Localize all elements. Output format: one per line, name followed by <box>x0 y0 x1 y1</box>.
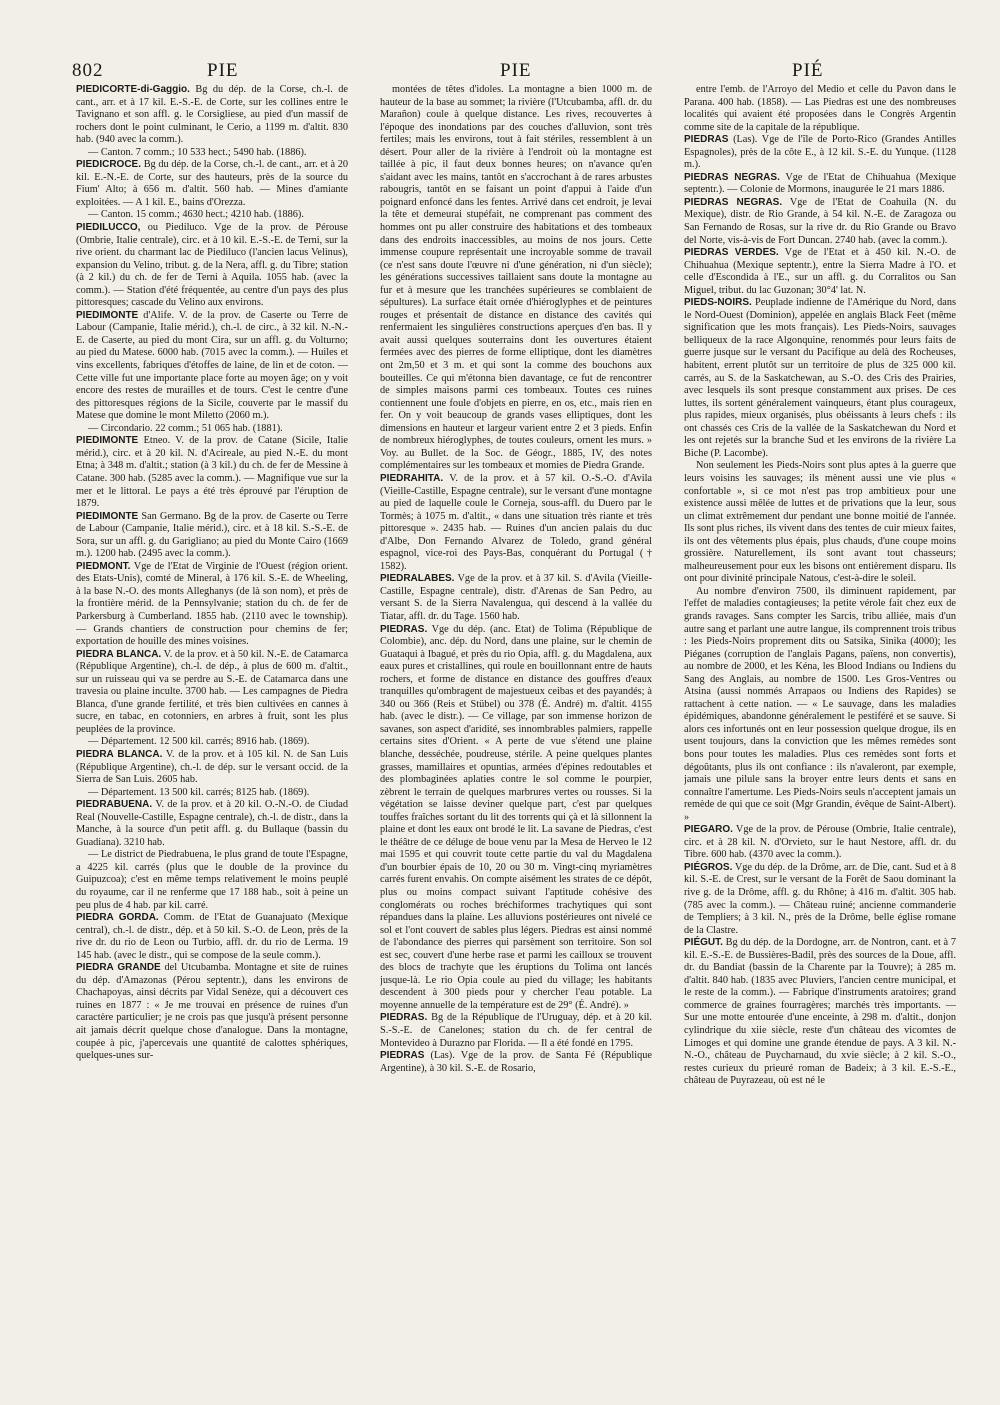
entry-headword: PIEDRA BLANCA. <box>76 648 162 660</box>
entry-continuation <box>76 736 348 749</box>
dictionary-entry <box>76 84 348 147</box>
text-columns <box>76 84 956 1384</box>
entry-text: entre l'emb. de l'Arroyo del Medio et celle du Pavon dans le Parana. 400 hab. (1858). — Las Piedras est une des nombreuses localités qui avaient été proposées dans le Congrès Argentin comme site de la capitale de la république. <box>684 84 956 133</box>
entry-text: Bg du dép. de la Dordogne, arr. de Nontron, cant. et à 7 kil. E.-S.-E. de Bussières-Badil, près des sources de la Doue, affl. dr. du Bandiat (bassin de la Charente par la Touvre); à 285 m. d'altit. 840 hab. (1835 avec Pluviers, l'ancien centre municipal, et le reste de la comm.). — Fabrique d'instruments aratoires; grand commerce de graines fourragères; marchés très importants. — Sur une motte entourée d'une enceinte, à 298 m. d'altit., donjon cylindrique du xiie siècle, reste d'un château des vicomtes de Limoges et qui domine une grande étendue de pays. A 3 kil. N.-N.-O., château de Puycharnaud, du xvie siècle; à 2 kil. S.-O., restes curieux du prieuré roman de Badeix; à 3 kil. E.-S.-E., château de Puyrazeau, où est né le <box>684 937 956 1087</box>
entry-text: Vge de la prov. de Pérouse (Ombrie, Italie centrale), circ. et à 28 kil. N. d'Orvieto, sur le haut Nestore, affl. dr. du Tibre. 600 hab. (4370 avec la comm.). <box>684 824 956 861</box>
entry-continuation <box>76 147 348 160</box>
entry-headword: PIEDRAS. <box>380 1012 428 1024</box>
dictionary-entry <box>380 573 652 623</box>
entry-text: — Canton. 7 comm.; 10 533 hect.; 5490 hab. (1886). <box>88 146 307 158</box>
entry-continuation <box>684 460 956 585</box>
dictionary-entry <box>684 297 956 460</box>
running-head-center: PIE <box>500 60 532 81</box>
dictionary-entry <box>76 159 348 209</box>
entry-text: V. de la prov. et à 50 kil. N.-E. de Catamarca (République Argentine), ch.-l. de dép., à plus de 600 m. d'altit., sur un ruisseau qui va se perdre au S.-E. de Catamarca dans une travesia ou plaine inculte. 3700 hab. — Les campagnes de Piedra Blanca, d'une grande fertilité, et très bien cultivées en cannes à sucre, en tabac, en cotonniers, en arbres à fruit, sont les plus peuplées de la province. <box>76 648 348 735</box>
dictionary-entry <box>684 937 956 1088</box>
entry-continuation <box>76 787 348 800</box>
dictionary-entry <box>684 172 956 197</box>
entry-text: — Canton. 15 comm.; 4630 hect.; 4210 hab. (1886). <box>88 209 304 221</box>
entry-continuation <box>76 209 348 222</box>
entry-headword: PIEDRAS VERDES. <box>684 247 779 259</box>
entry-text: Non seulement les Pieds-Noirs sont plus aptes à la guerre que leurs voisins les sauvages; ils mènent aussi une vie plus « confortable », si ce mot n'est pas trop ambitieux pour une existence aussi mêlée de luttes et de privations que la leur, sous un climat extrêmement dur pendant une bonne moitié de l'année. Ils sont plus riches, ils vivent dans des tentes de cuir mieux faites, ils ont des vêtements plus épais, plus chauds, d'une coupe moins grossière. Naturellement, ils sont avant tout chasseurs; malheureusement pour eux les bisons ont entièrement disparu. Ils ont pour divinité principale Natous, c'est-à-dire le soleil. <box>684 460 956 585</box>
entry-headword: PIEDRABUENA. <box>76 799 153 811</box>
dictionary-entry <box>684 134 956 172</box>
entry-text: Bg du dép. de la Corse, ch.-l. de cant., arr. et à 20 kil. E.-N.-E. de Corte, sur des hauteurs, près de la source du Fium' Alto; à 656 m. d'altit. 560 hab. — Mines d'amiante exploitées. — A 1 kil. E., bains d'Orezza. <box>76 159 348 208</box>
entry-headword: PIEDIMONTE <box>76 510 139 522</box>
entry-headword: PIEDRA BLANCA. <box>76 748 163 760</box>
entry-text: d'Alife. V. de la prov. de Caserte ou Terre de Labour (Campanie, Italie mérid.), ch.-l. de circ., à 32 kil. N.-N.-E. de Caserte, au pied du mont Cira, sur un affl. g. du Volturno; au pied du Matese. 6000 hab. (7015 avec la comm.). — Huiles et vins excellents, fabriques d'étoffes de laine, de lin et de coton. — Cette ville fut une importante place forte au moyen âge; on y voit encore des restes de murailles et de tours. C'est le centre d'une des pittoresques régions de la Sicile, couverte par le massif du Matese que domine le mont Miletto (2060 m.). <box>76 309 348 422</box>
entry-text: Vge de l'Etat de Virginie de l'Ouest (région orient. des Etats-Unis), comté de Mineral, à 176 kil. S.-E. de Wheeling, à la base N.-O. des monts Alleghanys (de là son nom), et près de la frontière mérid. de la Pennsylvanie; station du ch. de fer de Parkersburg à Cumberland. 1855 hab. (2110 avec le township). — Grands chantiers de construction pour chemins de fer; exportation de houille des mines voisines. <box>76 560 348 648</box>
entry-headword: PIÉGROS. <box>684 861 733 873</box>
entry-text: — Département. 12 500 kil. carrés; 8916 hab. (1869). <box>88 736 310 748</box>
entry-text: ou Piediluco. Vge de la prov. de Pérouse (Ombrie, Italie centrale), circ. et à 10 kil. E.-S.-E. de Terni, sur la rive orient. du charmant lac de Piediluco (l'ancien lacus Velinus), expansion du Velino, tribut. g. de la Nera, affl. g. du Tibre; station (à 2 kil.) du ch. de fer de Terni à Aquila. 1055 hab. (avec la comm.). — Station d'été fréquentée, au centre d'un pays des plus pittoresques; cascade du Velino aux environs. <box>76 222 348 309</box>
entry-headword: PIEDILUCCO, <box>76 222 141 234</box>
dictionary-entry <box>76 561 348 649</box>
entry-headword: PIEDRAS <box>380 1050 425 1062</box>
entry-text: V. de la prov. et à 105 kil. N. de San Luis (République Argentine), ch.-l. de dép. sur le versant occid. de la Sierra de San Luis. 2605 hab. <box>76 748 348 786</box>
entry-headword: PIEDRA GRANDE <box>76 962 161 974</box>
dictionary-entry <box>684 824 956 862</box>
entry-text: Comm. de l'Etat de Guanajuato (Mexique central), ch.-l. de distr., dép. et à 50 kil. S.-O. de Leon, près de la rive dr. du rio de Leon ou Turbio, affl. dr. du rio de Lerma. 19 145 hab. (avec le distr., qui se compose de la seule comm.). <box>76 912 348 961</box>
entry-headword: PIEDRAS NEGRAS. <box>684 171 780 183</box>
entry-text: Vge de l'Etat de Coahuila (N. du Mexique), distr. de Rio Grande, à 54 kil. N.-E. de Zaragoza ou San Fernando de Rosas, sur la rive dr. du Rio Grande ou Bravo del Norte, vis-à-vis de Fort Duncan. 2740 hab. (avec la comm.). <box>684 196 956 246</box>
entry-continuation <box>76 423 348 436</box>
entry-headword: PIEGARO. <box>684 824 733 836</box>
dictionary-entry <box>380 1050 652 1075</box>
entry-headword: PIEDMONT. <box>76 560 131 572</box>
entry-text: Etneo. V. de la prov. de Catane (Sicile, Italie mérid.), circ. et à 20 kil. N. d'Acireale, au pied N.-E. du mont Etna; à 348 m. d'altit.; station (à 3 kil.) du ch. de fer de Messine à Catane. 300 hab. (5285 avec la comm.). — Magnifique vue sur la mer et le littoral. Le pays a été très éprouvé par l'éruption de 1879. <box>76 435 348 510</box>
entry-text: Bg du dép. de la Corse, ch.-l. de cant., arr. et à 17 kil. E.-S.-E. de Corte, sur les collines entre le Tavignano et son affl. g. le Corsigliese, au pied d'un massif de rochers dont le point culminant, le Cerio, a 1199 m. d'altit. 830 hab. (940 avec la comm.). <box>76 84 348 146</box>
column-1 <box>76 84 348 1384</box>
entry-headword: PIEDS-NOIRS. <box>684 297 752 309</box>
entry-text: San Germano. Bg de la prov. de Caserte ou Terre de Labour (Campanie, Italie mérid.), circ. et à 18 kil. S.-S.-E. de Sora, sur un affl. g. du Garigliano; au pied du Monte Cairo (1669 m.). 1200 hab. (2495 avec la comm.). <box>76 510 348 560</box>
entry-text: Bg de la République de l'Uruguay, dép. et à 20 kil. S.-S.-E. de Canelones; station du ch. de fer central de Montevideo à Durazno par Florida. — Il a été fondé en 1795. <box>380 1012 652 1049</box>
dictionary-entry <box>76 799 348 849</box>
dictionary-entry <box>76 511 348 561</box>
entry-continuation <box>684 586 956 824</box>
entry-text: Vge de l'Etat de Chihuahua (Mexique septentr.). — Colonie de Mormons, inaugurée le 21 mars 1886. <box>684 171 956 196</box>
entry-headword: PIEDRAS <box>684 134 729 146</box>
entry-headword: PIEDRA GORDA. <box>76 912 159 924</box>
entry-headword: PIEDRAS. <box>380 623 428 635</box>
entry-continuation <box>380 84 652 473</box>
entry-text: (Las). Vge de la prov. de Santa Fé (République Argentine), à 30 kil. S.-E. de Rosario, <box>380 1050 652 1074</box>
entry-headword: PIEDICROCE. <box>76 159 142 171</box>
dictionary-entry <box>76 222 348 310</box>
entry-continuation <box>684 84 956 134</box>
dictionary-entry <box>684 862 956 937</box>
entry-headword: PIEDRALABES. <box>380 573 455 585</box>
dictionary-entry <box>76 749 348 787</box>
entry-text: Au nombre d'environ 7500, ils diminuent rapidement, par l'effet de maladies contagieuses; la petite vérole fait chez eux de grands ravages. Sans compter les Sarcis, tribu alliée, mais d'un autre sang et parlant une autre langue, ils comprennent trois tribus : les Pieds-Noirs proprement dits ou Satsika, Sinika (4000); les Piéganes (corruption de l'anglais Pagans, païens, non convertis), au nombre de 2000, et les Kéna, les Blood Indians ou Indiens du Sang des Anglais, au nombre de 1500. Les Gros-Ventres ou Atsina (aussi nommés Arrapaos ou Indiens des Rapides) se rattachent à cette nation. — « Le sauvage, dans les maladies épidémiques, abandonne généralement le pestiféré et se sauve. Si alors ces infortunés ont en leur possession quelque drogue, ils en usent toujours, dans la conviction que les mêmes remèdes sont bons pour toutes les maladies. Plus ces remèdes sont forts et dégoûtants, plus ils ont confiance : ils n'avaleront, par exemple, jamais une pilule sans la broyer entre leurs dents et sans en connaître l'amertume. Les Pieds-Noirs seuls n'acceptent jamais un remède de qui que ce soit (Mgr Grandin, évêque de Saint-Albert). » <box>684 585 956 823</box>
running-head-left: PIE <box>207 60 239 81</box>
entry-headword: PIEDRAHITA. <box>380 472 444 484</box>
entry-text: V. de la prov. et à 57 kil. O.-S.-O. d'Avila (Vieille-Castille, Espagne centrale), sur le versant d'une montagne au pied de laquelle coule le Corneja, sous-affl. du Duero par le Tormès; à 1075 m. d'altit., « dans une situation très riante et très pittoresque ». 2435 hab. — Ruines d'un ancien palais du duc d'Albe, Don Fernando Alvarez de Toledo, grand général espagnol, vice-roi des Pays-Bas, conquérant du Portugal († 1582). <box>380 472 652 572</box>
entry-text: del Utcubamba. Montagne et site de ruines du dép. d'Amazonas (Pérou septentr.), dans les environs de Chachapoyas, ainsi décrits par Vidal Senèze, qui a découvert ces ruines en 1877 : « Je me trouvai en présence de ruines d'un caractère particulier; je ne crois pas que jusqu'à présent personne ait jamais décrit quelque chose d'analogue. Dans la montagne, coupée à pic, j'apercevais une quantité de calottes sphériques, quelques-unes sur- <box>76 962 348 1062</box>
dictionary-entry <box>76 649 348 737</box>
entry-headword: PIEDRAS NEGRAS. <box>684 196 783 208</box>
entry-text: Vge de l'Etat et à 450 kil. N.-O. de Chihuahua (Mexique septentr.), entre la Sierra Madre à l'O. et celle d'Escondida à l'E., sur un affl. g. du Corralitos ou San Miguel, tribut. du lac Guzonan; 30°4' lat. N. <box>684 247 956 296</box>
dictionary-entry <box>76 435 348 510</box>
column-2 <box>380 84 652 1384</box>
dictionary-entry <box>76 912 348 962</box>
dictionary-entry <box>380 1012 652 1050</box>
dictionary-entry <box>380 624 652 1013</box>
entry-text: Vge de la prov. et à 37 kil. S. d'Avila (Vieille-Castille, Espagne centrale), distr. d'Arenas de San Pedro, au versant S. de la Sierra Navalengua, qui descend à la vallée du Tiatar, affl. dr. du Tage. 1560 hab. <box>380 573 652 622</box>
entry-headword: PIEDIMONTE <box>76 435 139 447</box>
dictionary-entry <box>684 247 956 297</box>
entry-text: Peuplade indienne de l'Amérique du Nord, dans le Nord-Ouest (Dominion), appelée en anglais Black Feet (même signification que les mots français). Les Pieds-Noirs, sauvages belliqueux de la race Algonquine, renommés pour leurs faits de guerre jusque sur le versant du Pacifique au delà des Rocheuses, habitent, errent plutôt sur un territoire de plus de 325 000 kil. carrés, au S. de la Saskatchewan, au S.-O. des Cris des Prairies, avec lesquels ils sont presque constamment aux prises. De ces luttes, ils sortent généralement vainqueurs, étant plus courageux, plus rapides, mieux organisés, plus obéissants à leurs chefs : ils ont chassés ces Cris de la vallée de la Saskatchewan du Nord et les ont rejetés sur la branche Sud et les environs de la rivière La Biche (P. Lacombe). <box>684 297 956 459</box>
entry-text: — Département. 13 500 kil. carrés; 8125 hab. (1869). <box>88 786 310 798</box>
page-number: 802 <box>72 60 104 81</box>
entry-text: Vge du dép. de la Drôme, arr. de Die, cant. Sud et à 8 kil. S.-E. de Crest, sur le versant de la Forêt de Saou dominant la rive g. de la Drôme, affl. g. du Rhône; à 416 m. d'altit. 305 hab. (785 avec la comm.). — Château ruiné; ancienne commanderie de Templiers; à 3 kil. N., près de la Drôme, belle église romane de la Clastre. <box>684 861 956 936</box>
entry-text: (Las). Vge de l'île de Porto-Rico (Grandes Antilles Espagnoles), près de la côte E., à 12 kil. S.-E. du Yunque. (1128 m.). <box>684 134 956 171</box>
entry-text: — Circondario. 22 comm.; 51 065 hab. (1881). <box>88 422 283 434</box>
running-head-right: PIÉ <box>792 60 824 81</box>
entry-text: montées de têtes d'idoles. La montagne a bien 1000 m. de hauteur de la base au sommet; la rivière (l'Utcubamba, affl. dr. du Marañon) coule à quelque distance. Les rives, recouvertes à l'époque des inondations par des couches d'alluvion, sont très fertiles; mais les environs, tout à fait stériles, ressemblent à un désert. Pour aller de la rivière à l'endroit où la montagne est taillée à pic, il faut deux bonnes heures; on n'avance qu'en s'aidant avec les mains, tantôt en s'accrochant à de rares arbustes rabougris, tantôt en se faisant un point d'appui à l'aide d'un poignard enfoncé dans les fentes. Arrivé dans cet endroit, je levai la tête et demeurai stupéfait, ne comprenant pas comment des hommes ont pu aller construire des habitations et des tombeaux dans des endroits inaccessibles, au moins de nos jours. Cette immense coupure représentait une incroyable somme de travail (ce n'est sans doute l'œuvre ni d'une génération, ni d'un siècle); les générations successives taillaient sans doute la montagne au fur et à mesure que les tranchées supérieures se comblaient de sépultures). La surface était ornée d'hiéroglyphes et de peintures rouges et présentait de distance en distance des cavités qui renfermaient les singulières constructions aperçues d'en bas. Il y avait aussi quelques souterrains dont les ouvertures étaient fermées avec des pierres de forme elliptique, dont les diamètres ont 2m,50 et 3 m. et qui sont la comme des bouchons aux bouteilles. Ce qui m'étonna bien davantage, ce fut de rencontrer de simples maisons parmi ces tombeaux. Toutes ces ruines contiennent une foule d'objets en pierre, en os, etc., mais rien en fer. On y voit beaucoup de grands vases elliptiques, dont les dimensions en hauteur et largeur varient entre 2 et 3 pieds. Enfin de nombreux hiéroglyphes, de toutes couleurs, ornent les murs. » Voy. au Bullet. de la Soc. de Géogr., 1885, IV, des notes complémentaires sur les tombeaux et momies de Piedra Grande. <box>380 84 652 472</box>
entry-text: — Le district de Piedrabuena, le plus grand de toute l'Espagne, a 4225 kil. carrés (plus que le double de la province du Guipuzcoa); c'est en même temps relativement le moins peuplé du royaume, car il ne renferme que 17 188 hab., soit à peine un peu plus de 4 hab. par kil. carré. <box>76 849 348 911</box>
dictionary-entry <box>684 197 956 247</box>
entry-text: V. de la prov. et à 20 kil. O.-N.-O. de Ciudad Real (Nouvelle-Castille, Espagne centrale), ch.-l. de distr., dans la Manche, à la source d'un petit affl. g. du Bullaque (bassin du Guadiana). 3210 hab. <box>76 799 348 848</box>
entry-headword: PIÉGUT. <box>684 937 723 949</box>
entry-headword: PIEDIMONTE <box>76 309 139 321</box>
dictionary-entry <box>380 473 652 573</box>
dictionary-entry <box>76 310 348 423</box>
dictionary-entry <box>76 962 348 1062</box>
column-3 <box>684 84 956 1384</box>
entry-text: Vge du dép. (anc. Etat) de Tolima (République de Colombie), anc. dép. du Nord, dans une plaine, sur le chemin de Guataqui à Ibagué, et près du rio Opia, affl. g. du Magdalena, aux eaux pures et cristallines, qui roule en bouillonnant entre de hauts rochers, et forme de distance en distance des gouffres d'eaux tranquilles qu'ombragent de majestueux ceibas et des payandés; à 340 ou 366 (Reis et Stübel) ou 378 (É. André) m. d'altit. 4155 hab. (avec le distr.). — Ce village, par son immense horizon de savanes, son aspect d'aridité, ses innombrables palmiers, rappelle certains sites d'Orient. « A perte de vue s'étend une plaine blanche, desséchée, poudreuse, stérile. A peine quelques plantes grasses, mamillaires et opuntias, armées d'épines redoutables et des plombaginées aplaties contre le sol comme le pourpier, zèbrent le terrain de quelques marbrures vertes ou rousses. Si la végétation se laisse deviner quelque part, c'est par quelques touffes fraîches sortant du lit des torrents qui çà et là sillonnent la plaine et dont les eaux ont brodé le lit. La savane de Piedras, c'est le théâtre de ce déluge de boue venu par la Mesa de Herveo le 12 mai 1595 et qui couvrit toute cette partie du val du Magdalena d'un bourbier épais de 10, 20 ou 30 m. Vingt-cinq myriamètres carrés furent envahis. On compte aisément les strates de ce dépôt, plus ou moins compact suivant l'aptitude cohésive des conglomérats ou roches bréchiformes trachytiques qui sont répandues dans la plaine. Les alluvions postérieures ont nivelé ce sol et l'ont couvert de sables plus légers. Piedras est ainsi nommé de l'abondance des pierres qui parsèment son territoire. Son sol est sec, couvert d'une herbe rase et parmi les cailloux se trouvent des blocs de trachyte que les éruptions du Tolima ont lancés jusque-là. Le rio Opia coule au pied du village; les habitants descendent à 300 pieds pour y chercher l'eau potable. La moyenne annuelle de la température est de 29° (É. André). » <box>380 623 652 1011</box>
entry-headword: PIEDICORTE-di-Gaggio. <box>76 84 190 95</box>
entry-continuation <box>76 849 348 912</box>
page-header <box>72 60 952 86</box>
